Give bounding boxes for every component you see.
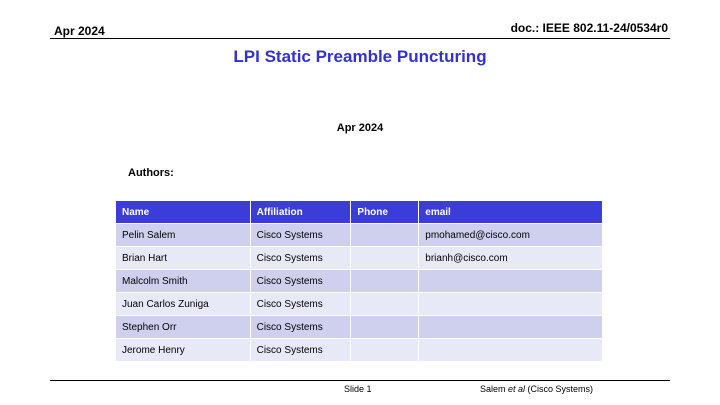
footer-author-org: (Cisco Systems) [525, 384, 594, 394]
cell-email [419, 316, 603, 339]
cell-phone [351, 316, 419, 339]
cell-affiliation: Cisco Systems [250, 224, 351, 247]
table-row [116, 247, 603, 270]
authors-label: Authors: [128, 167, 174, 179]
column-header-name: Name [116, 201, 251, 224]
cell-affiliation: Cisco Systems [250, 247, 351, 270]
footer-divider [50, 380, 670, 381]
cell-phone [351, 293, 419, 316]
header-date: Apr 2024 [54, 24, 105, 38]
authors-table [115, 200, 603, 362]
cell-affiliation: Cisco Systems [250, 339, 351, 362]
footer-author-name: Salem [480, 384, 509, 394]
table-row [116, 293, 603, 316]
cell-email: pmohamed@cisco.com [419, 224, 603, 247]
cell-name: Malcolm Smith [116, 270, 251, 293]
table-row [116, 339, 603, 362]
column-header-affiliation: Affiliation [250, 201, 351, 224]
header-divider [50, 38, 670, 39]
cell-email: brianh@cisco.com [419, 247, 603, 270]
cell-phone [351, 247, 419, 270]
cell-name: Pelin Salem [116, 224, 251, 247]
column-header-phone: Phone [351, 201, 419, 224]
cell-email [419, 270, 603, 293]
column-header-email: email [419, 201, 603, 224]
slide-date: Apr 2024 [336, 122, 384, 134]
slide-title: LPI Static Preamble Puncturing [233, 47, 487, 66]
footer-author-etal: et al [508, 384, 526, 394]
cell-name: Jerome Henry [116, 339, 251, 362]
cell-phone [351, 270, 419, 293]
cell-phone [351, 339, 419, 362]
header-doc-id: doc.: IEEE 802.11-24/0534r0 [510, 21, 668, 35]
table-header-row [116, 201, 603, 224]
cell-phone [351, 224, 419, 247]
cell-affiliation: Cisco Systems [250, 316, 351, 339]
footer-slide-number: Slide 1 [344, 384, 372, 394]
cell-affiliation: Cisco Systems [250, 270, 351, 293]
cell-email [419, 293, 603, 316]
cell-affiliation: Cisco Systems [250, 293, 351, 316]
cell-email [419, 339, 603, 362]
table-row [116, 224, 603, 247]
cell-name: Stephen Orr [116, 316, 251, 339]
cell-name: Juan Carlos Zuniga [116, 293, 251, 316]
table-row [116, 270, 603, 293]
table-row [116, 316, 603, 339]
cell-name: Brian Hart [116, 247, 251, 270]
footer-author [480, 384, 593, 394]
